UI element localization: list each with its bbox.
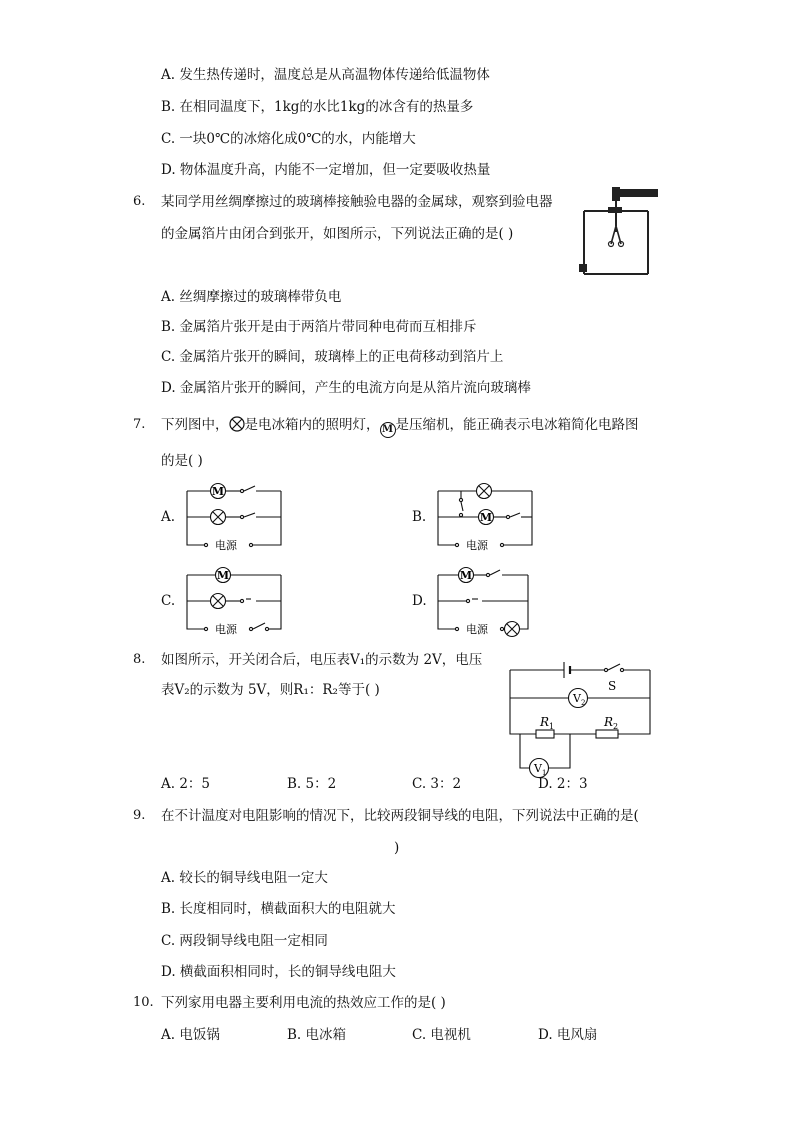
q7-stem-c: 是压缩机，能正确表示电冰箱简化电路图 <box>395 417 639 433</box>
svg-text:M: M <box>479 511 493 524</box>
svg-text:M: M <box>216 569 230 582</box>
q7b-source-label: 电源 <box>466 539 488 552</box>
q5-option-c: C. 一块0℃的冰熔化成0℃的水，内能增大 <box>161 131 416 147</box>
q8-option-b: B. 5：2 <box>287 776 337 792</box>
q8-r2-sub: 2 <box>613 722 619 731</box>
q7-circuit-c <box>185 565 283 637</box>
q7-circuit-b <box>436 481 534 553</box>
q7-option-d-label: D. <box>412 593 427 609</box>
q5-option-b: B. 在相同温度下，1kg的水比1kg的冰含有的热量多 <box>161 99 474 115</box>
q8-r1-sub: 1 <box>549 722 555 731</box>
q6-option-d: D. 金属箔片张开的瞬间，产生的电流方向是从箔片流向玻璃棒 <box>161 380 531 396</box>
q9-option-c: C. 两段铜导线电阻一定相同 <box>161 933 328 949</box>
q9-stem-line1: 在不计温度对电阻影响的情况下，比较两段铜导线的电阻，下列说法中正确的是( <box>161 808 639 824</box>
q7-stem-line1 <box>161 416 639 438</box>
q7-stem-b: 是电冰箱内的照明灯， <box>244 417 380 433</box>
q8-stem-line1: 如图所示，开关闭合后，电压表V₁的示数为 2V，电压 <box>161 652 483 668</box>
q9-option-b: B. 长度相同时，横截面积大的电阻就大 <box>161 901 396 917</box>
q8-number: 8. <box>133 652 146 667</box>
q7-stem-line2: 的是( ) <box>161 453 203 469</box>
q8-v1-sub: 1 <box>542 769 547 777</box>
q10-option-d: D. 电风扇 <box>538 1027 598 1043</box>
q10-option-a: A. 电饭锅 <box>161 1027 220 1043</box>
q8-switch-label: S <box>608 679 617 693</box>
q9-option-a: A. 较长的铜导线电阻一定大 <box>161 870 328 886</box>
q6-stem-line2: 的金属箔片由闭合到张开，如图所示，下列说法正确的是( ) <box>161 226 514 242</box>
q6-option-b: B. 金属箔片张开是由于两箔片带同种电荷而互相排斥 <box>161 319 477 335</box>
q6-option-c: C. 金属箔片张开的瞬间，玻璃棒上的正电荷移动到箔片上 <box>161 349 504 365</box>
q8-circuit <box>508 658 654 780</box>
q6-stem-line1: 某同学用丝绸摩擦过的玻璃棒接触验电器的金属球，观察到验电器 <box>161 194 553 210</box>
q7-circuit-d <box>436 565 536 637</box>
q8-v1-label: V <box>534 762 542 775</box>
q8-v2-label: V <box>573 692 581 705</box>
motor-symbol-icon: M <box>380 422 396 438</box>
q7-option-c-label: C. <box>161 593 176 609</box>
q8-v2-sub: 2 <box>581 699 586 707</box>
q8-option-d: D. 2：3 <box>538 776 588 792</box>
q8-option-a: A. 2：5 <box>161 776 211 792</box>
q10-number: 10. <box>133 995 154 1010</box>
q6-option-a: A. 丝绸摩擦过的玻璃棒带负电 <box>161 289 342 305</box>
svg-text:M: M <box>211 485 225 498</box>
lamp-symbol-icon <box>229 416 245 432</box>
q9-number: 9. <box>133 808 146 823</box>
q9-stem-line2: ) <box>394 840 400 856</box>
q10-stem: 下列家用电器主要利用电流的热效应工作的是( ) <box>161 995 446 1011</box>
q7c-source-label: 电源 <box>215 623 237 636</box>
q9-option-d: D. 横截面积相同时，长的铜导线电阻大 <box>161 964 396 980</box>
q5-option-a: A. 发生热传递时，温度总是从高温物体传递给低温物体 <box>161 67 490 83</box>
svg-text:M: M <box>459 569 473 582</box>
q7-option-a-label: A. <box>161 509 176 525</box>
q8-option-c: C. 3：2 <box>412 776 462 792</box>
q7a-source-label: 电源 <box>215 539 237 552</box>
q10-option-b: B. 电冰箱 <box>287 1027 347 1043</box>
q8-stem-line2: 表V₂的示数为 5V，则R₁：R₂等于( ) <box>161 682 380 698</box>
q6-number: 6. <box>133 194 146 209</box>
q7-stem-a: 下列图中， <box>161 417 229 433</box>
q7-option-b-label: B. <box>412 509 427 525</box>
q7-circuit-a <box>185 481 283 553</box>
q10-option-c: C. 电视机 <box>412 1027 471 1043</box>
electroscope-figure <box>578 186 660 278</box>
q7d-source-label: 电源 <box>466 623 488 636</box>
q5-option-d: D. 物体温度升高，内能不一定增加，但一定要吸收热量 <box>161 162 491 178</box>
q8-r2-label: R <box>604 715 614 729</box>
q8-r1-label: R <box>540 715 550 729</box>
q7-number: 7. <box>133 417 146 432</box>
